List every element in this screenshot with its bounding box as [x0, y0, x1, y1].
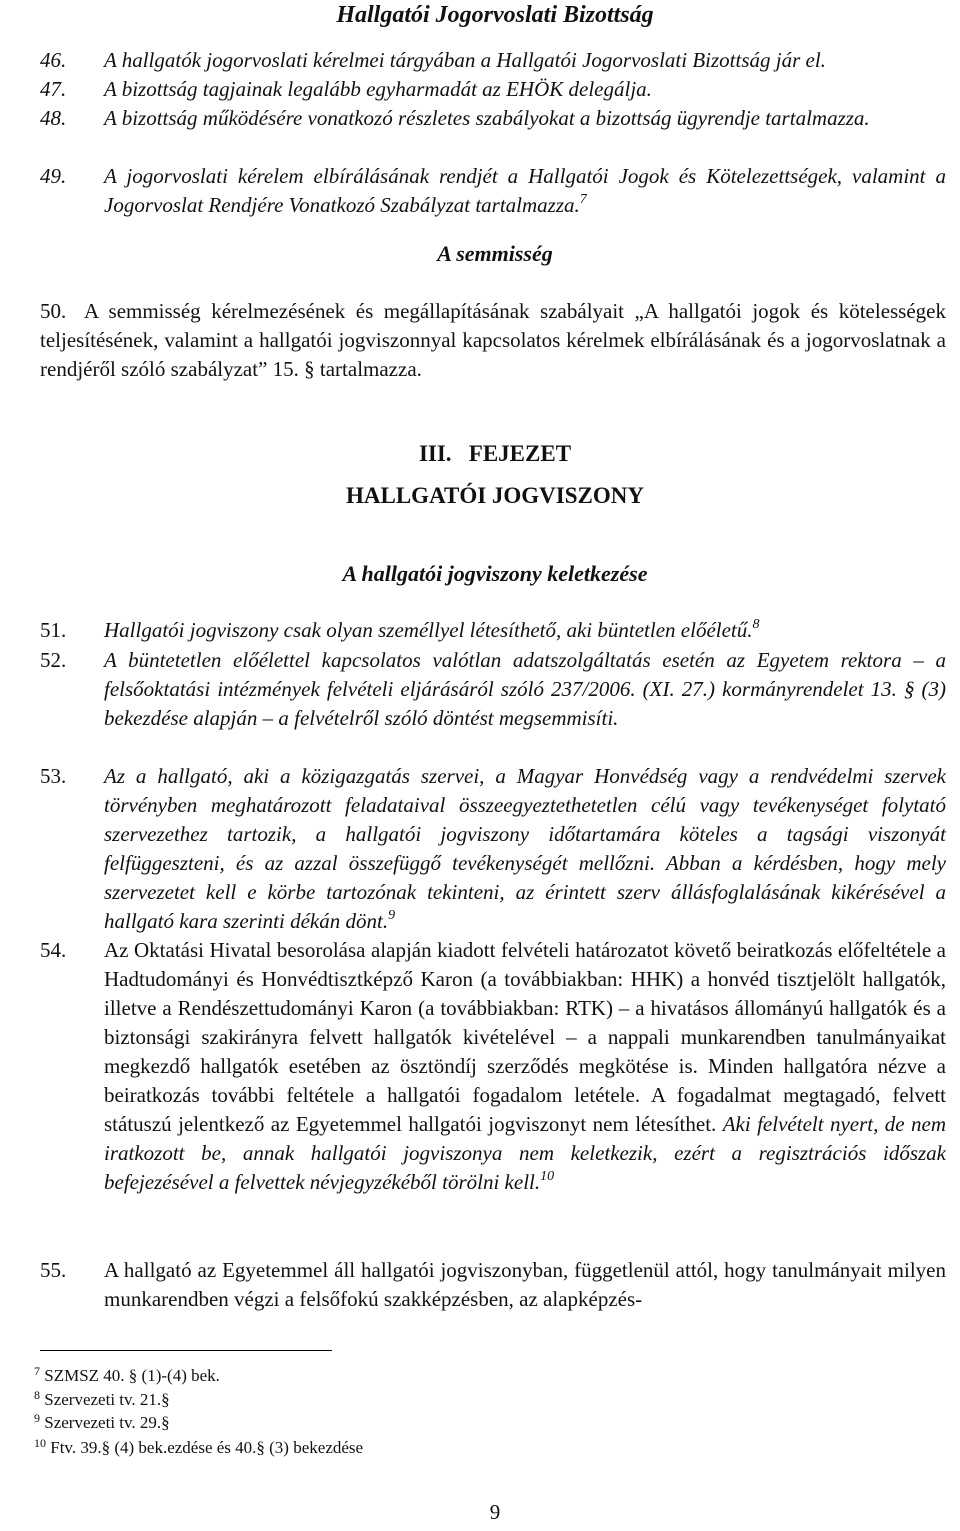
- paragraph-48: [40, 104, 946, 133]
- paragraph-number: 48.: [40, 106, 67, 130]
- paragraph-46: [40, 46, 946, 75]
- paragraph-49: [40, 162, 946, 220]
- paragraph-text: A hallgató az Egyetemmel áll hallgatói jogviszonyban, függetlenül attól, hogy tanulmányait milyen munkarendben végzi a felsőfokú szakképzésben, az alapképzés-: [104, 1258, 946, 1311]
- footnote-9: [34, 1407, 170, 1434]
- paragraph-number: 46.: [40, 48, 67, 72]
- paragraph-55: [40, 1256, 946, 1314]
- paragraph-text: A bizottság tagjainak legalább egyharmadát az EHÖK delegálja.: [104, 77, 652, 101]
- paragraph-text-body: Az Oktatási Hivatal besorolása alapján kiadott felvételi határozatot követő beiratkozás előfeltétele a Hadtudományi és Honvédtisztképző Karon (a továbbiakban: HHK) a honvéd tisztjelölt hallgatók, illetve a Rendészettudományi Karon (a továbbiakban: RTK) – a hivatásos állományú hallgatók és a biztonsági szakirányra felvett hallgatók kivételével – a nappali munkarendben tanulmányaikat megkezdő hallgatók esetében az ösztöndíj szerződés megkötése is. Minden hallgatóra nézve a beiratkozás további feltétele a hallgatói fogadalom letétele. A fogadalmat megtagadó, felvett státuszú jelentkező az Egyetemmel hallgatói jogviszonyt nem létesíthet.: [104, 938, 946, 1136]
- footnote-ref: 7: [579, 192, 587, 207]
- paragraph-text: [104, 936, 946, 1197]
- chapter-label: FEJEZET: [468, 441, 572, 466]
- footnote-7: [34, 1360, 220, 1387]
- chapter-number: [0, 440, 960, 468]
- footnote-text: SZMSZ 40. § (1)-(4) bek.: [44, 1366, 220, 1385]
- paragraph-number: 50.: [40, 299, 67, 323]
- footnote-text: Szervezeti tv. 21.§: [44, 1390, 170, 1409]
- footnote-ref: 9: [388, 908, 396, 923]
- paragraph-number: 51.: [40, 618, 67, 642]
- paragraph-text: A bizottság működésére vonatkozó részletes szabályokat a bizottság ügyrendje tartalmazza.: [104, 106, 870, 130]
- paragraph-text: [104, 162, 946, 220]
- paragraph-54: [40, 936, 946, 1197]
- paragraph-number: 55.: [40, 1258, 67, 1282]
- paragraph-text-body: Hallgatói jogviszony csak olyan személlyel létesíthető, aki büntetlen előéletű.: [104, 618, 753, 642]
- subsection-heading: A semmisség: [437, 241, 553, 266]
- paragraph-number: 54.: [40, 938, 67, 962]
- paragraph-text-body: Az a hallgató, aki a közigazgatás szervei, a Magyar Honvédség vagy a rendvédelmi szervek törvényben meghatározott feladataival összeegyeztethetetlen célú vagy tevékenységet folytató szervezethez tartozik, a hallgatói jogviszony időtartamára köteles a tagsági viszonyát felfüggeszteni, és az azzal összefüggő tevékenységét mellőzni. Abban a kérdésben, hogy mely szervezetet kell e körbe tartozónak tekinteni, az érintett szerv állásfoglalásának kikérésével a hallgató kara szerinti dékán dönt.: [104, 764, 946, 933]
- footnote-divider: [40, 1350, 332, 1351]
- paragraph-51: [40, 616, 946, 645]
- chapter-title: HALLGATÓI JOGVISZONY: [346, 483, 644, 508]
- paragraph-52: [40, 646, 946, 733]
- page-number: 9: [489, 1500, 501, 1524]
- chapter-subtitle: A hallgatói jogviszony keletkezése: [342, 561, 648, 586]
- paragraph-text-italic: Aki felvételt nyert, de nem iratkozott be, annak hallgatói jogviszonya nem keletkezik, ezért a regisztrációs időszak befejezésével a felvettek névjegyzékéből törölni kell.: [104, 1112, 946, 1194]
- paragraph-50: [40, 297, 946, 384]
- section-title: Hallgatói Jogorvoslati Bizottság: [336, 2, 654, 28]
- paragraph-number: 49.: [40, 164, 67, 188]
- footnote-number: 9: [34, 1411, 40, 1425]
- paragraph-text: [104, 616, 946, 645]
- paragraph-47: [40, 75, 946, 104]
- footnote-10: [34, 1432, 363, 1459]
- paragraph-number: 53.: [40, 764, 67, 788]
- paragraph-text-body: A jogorvoslati kérelem elbírálásának rendjét a Hallgatói Jogok és Kötelezettségek, valamint a Jogorvoslat Rendjére Vonatkozó Szabályzat tartalmazza.: [104, 164, 946, 217]
- chapter-roman: III.: [418, 441, 452, 466]
- paragraph-text: A hallgatók jogorvoslati kérelmei tárgyában a Hallgatói Jogorvoslati Bizottság jár el.: [104, 48, 826, 72]
- paragraph-number: 52.: [40, 648, 67, 672]
- paragraph-53: [40, 762, 946, 936]
- footnote-ref: 10: [540, 1169, 555, 1184]
- footnote-text: Szervezeti tv. 29.§: [44, 1413, 170, 1432]
- paragraph-text: A semmisség kérelmezésének és megállapításának szabályait „A hallgatói jogok és kötelességek teljesítésének, valamint a hallgatói jogviszonnyal kapcsolatos kérelmek elbírálásának és a jogorvoslatnak a rendjéről szóló szabályzat” 15. § tartalmazza.: [40, 299, 946, 381]
- paragraph-text: A büntetetlen előélettel kapcsolatos valótlan adatszolgáltatás esetén az Egyetem rektora – a felsőoktatási intézmények felvételi eljárásáról szóló 237/2006. (XI. 27.) kormányrendelet 13. § (3) bekezdése alapján – a felvételről szóló döntést megsemmisíti.: [104, 648, 946, 730]
- footnote-ref: 8: [752, 617, 760, 632]
- footnote-number: 7: [34, 1364, 40, 1378]
- footnote-number: 8: [34, 1388, 40, 1402]
- footnote-text: Ftv. 39.§ (4) bek.ezdése és 40.§ (3) bekezdése: [50, 1438, 364, 1457]
- footnote-number: 10: [34, 1436, 46, 1450]
- paragraph-number: 47.: [40, 77, 67, 101]
- paragraph-text: [104, 762, 946, 936]
